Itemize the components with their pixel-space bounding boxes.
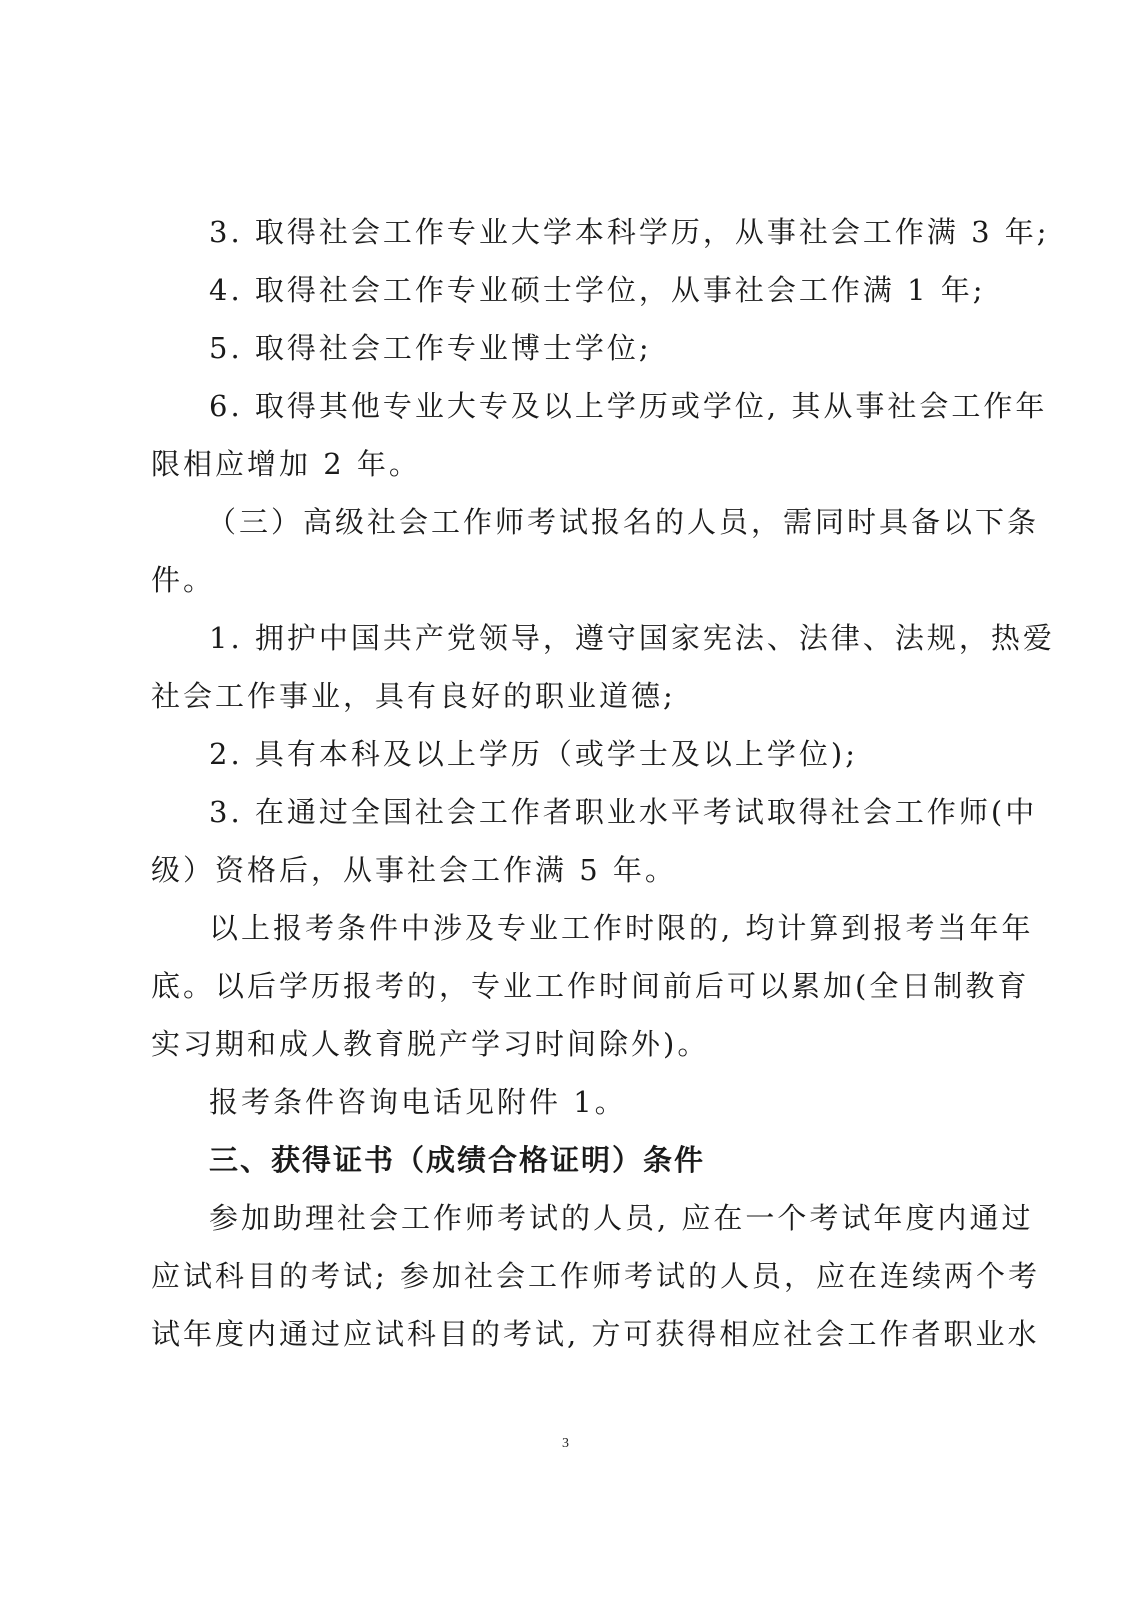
- senior-item-3-continued: 级）资格后，从事社会工作满 5 年。: [151, 853, 677, 887]
- section-3-heading: 三、获得证书（成绩合格证明）条件: [209, 1143, 706, 1177]
- page-number: 3: [562, 1436, 569, 1451]
- subsection-3-continued: 件。: [151, 563, 216, 597]
- consult-phone-note: 报考条件咨询电话见附件 1。: [209, 1085, 627, 1119]
- senior-item-3: 3. 在通过全国社会工作者职业水平考试取得社会工作师(中: [209, 795, 1038, 829]
- subsection-3-title: （三）高级社会工作师考试报名的人员，需同时具备以下条: [207, 505, 1040, 539]
- item-3-bachelor: 3. 取得社会工作专业大学本科学历，从事社会工作满 3 年;: [209, 215, 1050, 249]
- time-limit-note-continued-2: 实习期和成人教育脱产学习时间除外)。: [151, 1027, 710, 1061]
- item-5-doctor: 5. 取得社会工作专业博士学位;: [209, 331, 652, 365]
- certificate-paragraph: 参加助理社会工作师考试的人员, 应在一个考试年度内通过: [209, 1201, 1034, 1235]
- senior-item-1-continued: 社会工作事业，具有良好的职业道德;: [151, 679, 676, 713]
- time-limit-note: 以上报考条件中涉及专业工作时限的, 均计算到报考当年年: [209, 911, 1034, 945]
- item-6-other-major: 6. 取得其他专业大专及以上学历或学位, 其从事社会工作年: [209, 389, 1048, 423]
- senior-item-2: 2. 具有本科及以上学历（或学士及以上学位);: [209, 737, 858, 771]
- item-4-master: 4. 取得社会工作专业硕士学位，从事社会工作满 1 年;: [209, 273, 986, 307]
- certificate-paragraph-continued-2: 试年度内通过应试科目的考试, 方可获得相应社会工作者职业水: [151, 1317, 1040, 1351]
- document-body: [151, 208, 1055, 1368]
- senior-item-1: 1. 拥护中国共产党领导，遵守国家宪法、法律、法规，热爱: [209, 621, 1055, 655]
- time-limit-note-continued-1: 底。以后学历报考的，专业工作时间前后可以累加(全日制教育: [151, 969, 1030, 1003]
- item-6-continued: 限相应增加 2 年。: [151, 447, 421, 481]
- certificate-paragraph-continued-1: 应试科目的考试; 参加社会工作师考试的人员，应在连续两个考: [151, 1259, 1040, 1293]
